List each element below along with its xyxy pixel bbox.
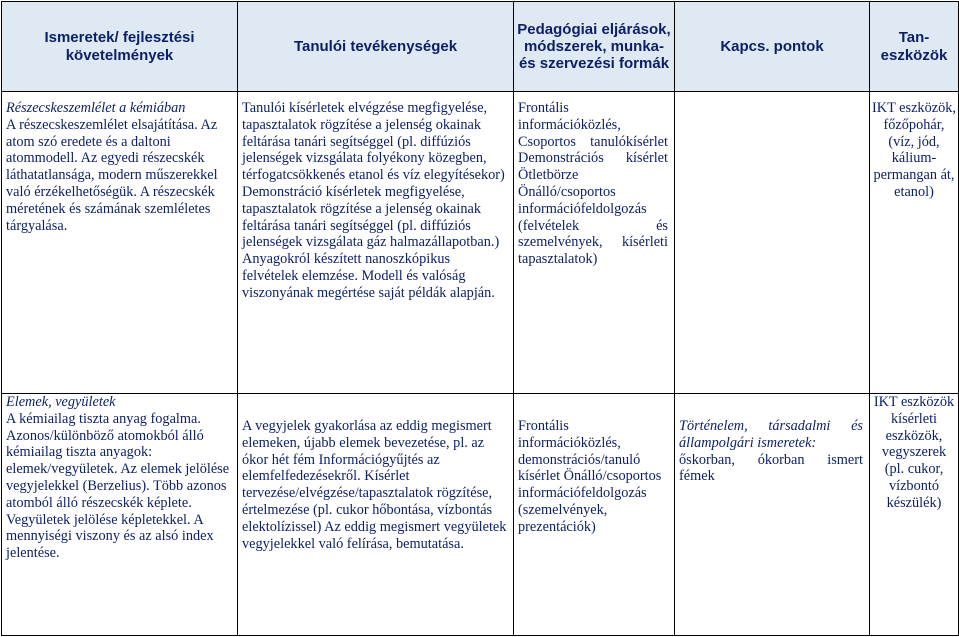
methods-text: Frontális információközlés, Csoportos tanulókísérlet Demonstrációs kísérlet Ötletbörze Önálló/csoportos információfeldolgozás (felvételek és szemelvények, kísérleti tapasztalatok) bbox=[518, 100, 668, 268]
table-row bbox=[2, 92, 959, 394]
header-row bbox=[2, 2, 959, 92]
activities-cell bbox=[238, 92, 514, 394]
table-row bbox=[2, 394, 959, 636]
links-title: Történelem, társadalmi és állampolgári ismeretek: bbox=[679, 418, 863, 451]
tools-text: IKT eszközök kísérleti eszközök, vegyszerek (pl. cukor, vízbontó készülék) bbox=[873, 394, 955, 511]
links-cell bbox=[675, 394, 870, 636]
header-links: Kapcs. pontok bbox=[675, 2, 870, 92]
activities-text: Tanulói kísérletek elvégzése megfigyelése, tapasztalatok rögzítése a jelenség okainak feltárása tanári segítséggel (pl. diffúziós jelenségek vizsgálata folyékony közegben, térfogatcsökkenés etanol és víz elegyítésekor) Demonstráció kísérletek megfigyelése, tapasztalatok rögzítése a jelenség okainak feltárása tanári segítséggel (pl. diffúziós jelenségek vizsgálata gáz halmazállapotban.) Anyagokról készített nanoszkópikus felvételek elemzése. Modell és valóság viszonyának megértése saját példák alapján. bbox=[242, 100, 505, 301]
methods-text: Frontális információközlés, demonstrációs/tanuló kísérlet Önálló/csoportos információfeldolgozás (szemelvények, prezentációk) bbox=[518, 418, 662, 535]
header-methods: Pedagógiai eljárások, módszerek, munka- és szervezési formák bbox=[514, 2, 675, 92]
header-activities: Tanulói tevékenységek bbox=[238, 2, 514, 92]
links-text: őskorban, ókorban ismert fémek bbox=[679, 451, 863, 485]
activities-text: A vegyjelek gyakorlása az eddig megismert elemeken, újabb elemek bevezetése, pl. az ókor hét fém Információgyűjtés az elemfelfedezésekről. Kísérlet tervezése/elvégzése/tapasztalatok rögzítése, értelmezése (pl. cukor hőbontása, vízbontás elektolízissel) Az eddig megismert vegyületek vegyjelekkel való felírása, bemutatása. bbox=[242, 418, 507, 552]
tools-cell bbox=[870, 394, 959, 636]
tools-cell bbox=[870, 92, 959, 394]
methods-cell bbox=[514, 92, 675, 394]
curriculum-table bbox=[1, 1, 959, 636]
tools-text: IKT eszközök, főzőpohár, (víz, jód, kálium-permangan át, etanol) bbox=[872, 100, 956, 200]
header-tools: Tan-eszközök bbox=[870, 2, 959, 92]
topic-title: Részecskeszemlélet a kémiában bbox=[6, 100, 186, 116]
header-knowledge: Ismeretek/ fejlesztési követelmények bbox=[2, 2, 238, 92]
topic-text: A kémiailag tiszta anyag fogalma. Azonos/különböző atomokból álló kémiailag tiszta anyagok: elemek/vegyületek. Az elemek jelölése vegyjelekkel (Berzelius). Több azonos atomból álló részecskék képlete. Vegyületek jelölése képletekkel. A mennyiségi viszony és az alsó index jelentése. bbox=[6, 410, 230, 562]
methods-cell bbox=[514, 394, 675, 636]
topic-title: Elemek, vegyületek bbox=[6, 394, 116, 410]
topic-cell bbox=[2, 394, 238, 636]
topic-cell bbox=[2, 92, 238, 394]
activities-cell bbox=[238, 394, 514, 636]
topic-text: A részecskeszemlélet elsajátítása. Az atom szó eredete és a daltoni atommodell. Az egyedi részecskék láthatatlansága, modern műszerekkel való érzékelhetőségük. A részecskék méretének és számának szemléletes tárgyalása. bbox=[6, 116, 218, 234]
links-cell bbox=[675, 92, 870, 394]
